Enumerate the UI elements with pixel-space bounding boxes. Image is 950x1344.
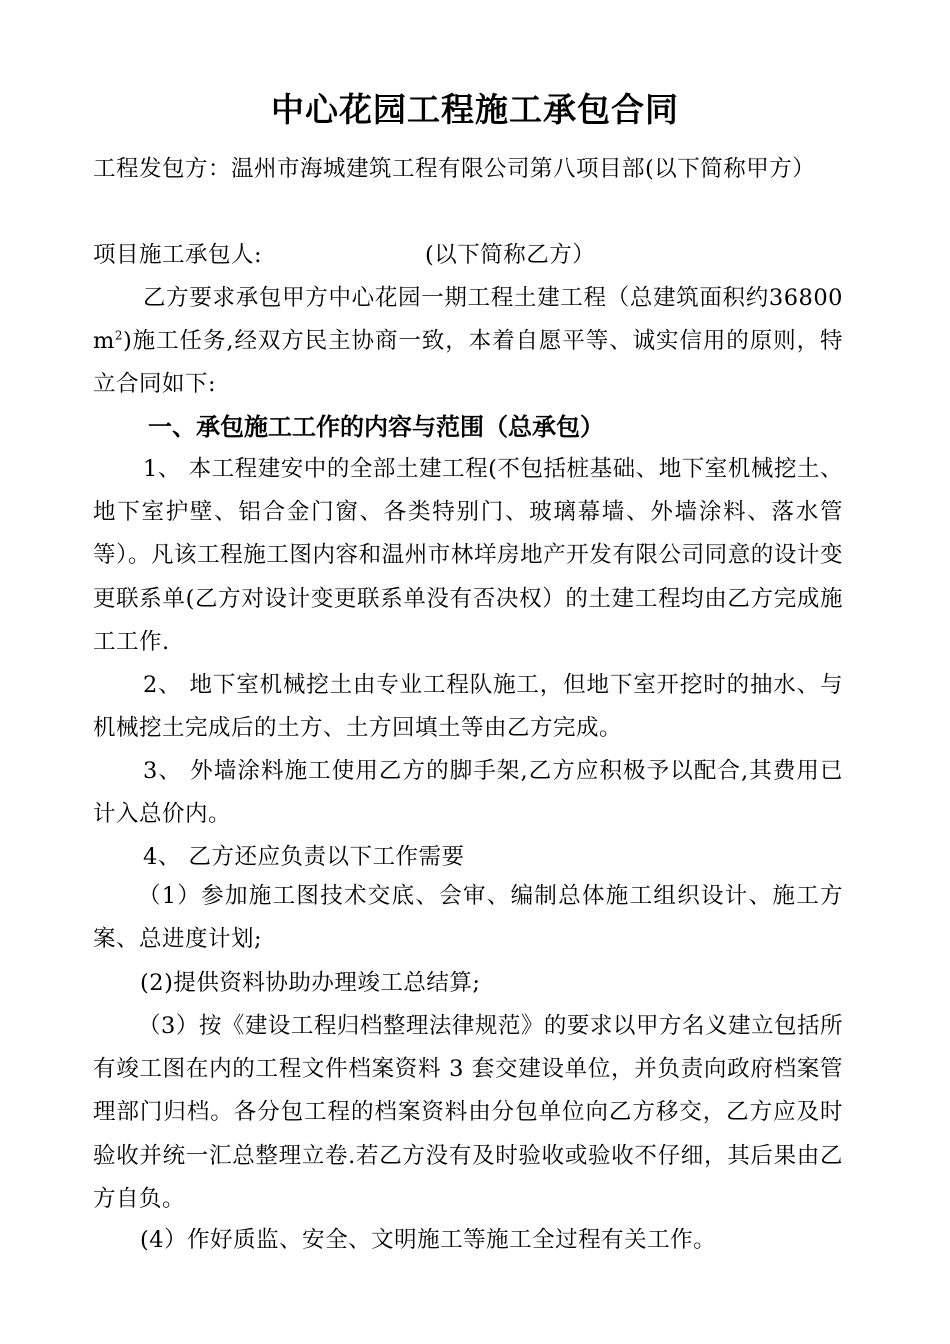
sub-clause-1: （1）参加施工图技术交底、会审、编制总体施工组织设计、施工方案、总进度计划; — [93, 883, 843, 953]
section-1-heading: 一、承包施工工作的内容与范围（总承包） — [148, 412, 604, 441]
clause-item-3: 3、 外墙涂料施工使用乙方的脚手架,乙方应积极予以配合,其费用已计入总价内。 — [93, 758, 843, 828]
intro-text-part1: 乙方要求承包甲方中心花园一期工程土建工程（总建筑面积约36800m — [93, 285, 843, 355]
sub-clause-2: (2)提供资料协助办理竣工总结算; — [140, 970, 481, 996]
intro-superscript: 2 — [114, 328, 123, 343]
intro-text-part2: )施工任务,经双方民主协商一致，本着自愿平等、诚实信用的原则，特立合同如下: — [93, 328, 843, 398]
clause-item-4: 4、 乙方还应负责以下工作需要 — [143, 844, 465, 870]
party-b-label: 项目施工承包人: — [93, 242, 263, 268]
intro-paragraph — [93, 277, 843, 407]
sub-clause-4: (4）作好质监、安全、文明施工等施工全过程有关工作。 — [140, 1227, 717, 1253]
party-b-note: (以下简称乙方） — [425, 242, 596, 268]
document-title: 中心花园工程施工承包合同 — [271, 90, 679, 129]
sub-clause-3: （3）按《建设工程归档整理法律规范》的要求以甲方名义建立包括所有竣工图在内的工程文件档案资料 3 套交建设单位，并负责向政府档案管理部门归档。各分包工程的档案资料由分包单位向乙方移交，乙方应及时验收并统一汇总整理立卷.若乙方没有及时验收或验收不仔细，其后果由乙方自负。 — [93, 1013, 843, 1212]
clause-item-1: 1、 本工程建安中的全部土建工程(不包括桩基础、地下室机械挖土、地下室护壁、铝合金门窗、各类特别门、玻璃幕墙、外墙涂料、落水管等）。凡该工程施工图内容和温州市林垟房地产开发有限公司同意的设计变更联系单(乙方对设计变更联系单没有否决权）的土建工程均由乙方完成施工工作. — [93, 456, 843, 655]
clause-item-2: 2、 地下室机械挖土由专业工程队施工，但地下室开挖时的抽水、与机械挖土完成后的土方、土方回填土等由乙方完成。 — [93, 672, 843, 742]
party-a-paragraph: 工程发包方：温州市海城建筑工程有限公司第八项目部(以下简称甲方） — [93, 156, 816, 182]
